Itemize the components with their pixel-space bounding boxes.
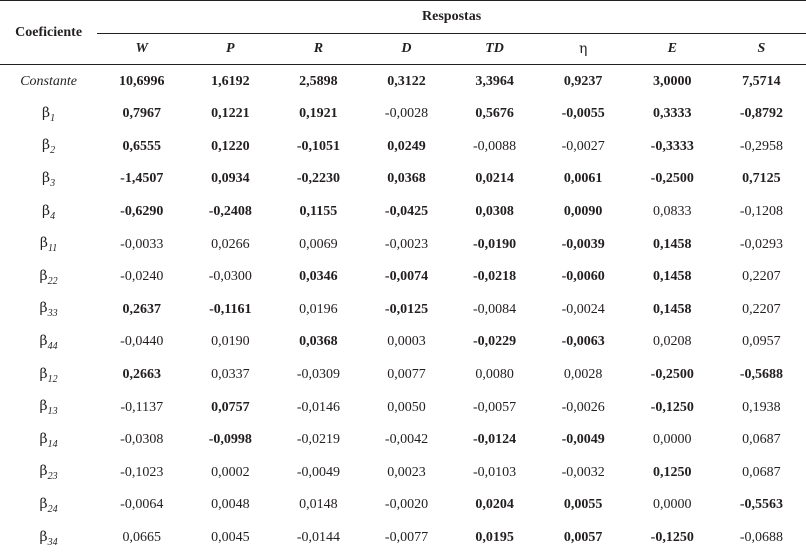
table-cell: -0,8792 [717, 98, 806, 131]
column-header-d: D [362, 34, 450, 65]
table-cell: -0,0088 [451, 131, 539, 164]
table-cell: 3,3964 [451, 65, 539, 99]
table-cell: -0,0425 [362, 196, 450, 229]
table-cell: 0,1220 [186, 131, 274, 164]
table-cell: 0,1921 [274, 98, 362, 131]
coefficient-label [0, 522, 97, 554]
beta-symbol: β [40, 463, 48, 479]
table-cell: -0,0309 [274, 359, 362, 392]
coefficient-label [0, 359, 97, 392]
table-cell: 0,0055 [539, 489, 628, 522]
column-header-s: S [717, 34, 806, 65]
coefficient-label [0, 424, 97, 457]
table-cell: -0,0077 [362, 522, 450, 554]
table-cell: -0,1250 [628, 522, 717, 554]
coefficient-subscript: 13 [48, 406, 58, 417]
table-cell: 0,1938 [717, 391, 806, 424]
table-cell: -0,0240 [97, 261, 186, 294]
beta-symbol: β [42, 203, 50, 219]
table-cell: 0,1250 [628, 457, 717, 490]
table-cell: -0,0998 [186, 424, 274, 457]
coefficient-subscript: 33 [48, 308, 58, 319]
table-row [0, 228, 806, 261]
table-cell: -0,0084 [451, 294, 539, 327]
coefficient-subscript: 14 [48, 439, 58, 450]
table-cell: -0,0146 [274, 391, 362, 424]
table-cell: -0,0300 [186, 261, 274, 294]
table-cell: 0,3333 [628, 98, 717, 131]
table-cell: -0,1051 [274, 131, 362, 164]
beta-symbol: β [40, 235, 48, 251]
table-cell: -0,0055 [539, 98, 628, 131]
table-cell: 0,0077 [362, 359, 450, 392]
table-cell: -0,0103 [451, 457, 539, 490]
table-cell: 0,0048 [186, 489, 274, 522]
table-cell: 0,1458 [628, 294, 717, 327]
table-cell: 0,6555 [97, 131, 186, 164]
table-cell: 0,0196 [274, 294, 362, 327]
coefficient-label [0, 294, 97, 327]
coefficient-subscript: 24 [48, 504, 58, 515]
table-cell: -0,5563 [717, 489, 806, 522]
table-cell: -1,4507 [97, 163, 186, 196]
table-cell: -0,2230 [274, 163, 362, 196]
table-cell: 10,6996 [97, 65, 186, 99]
table-cell: 0,9237 [539, 65, 628, 99]
table-row [0, 391, 806, 424]
coefficient-label [0, 98, 97, 131]
table-cell: 0,0000 [628, 489, 717, 522]
table-cell: 0,2207 [717, 294, 806, 327]
table-cell: 0,2637 [97, 294, 186, 327]
table-cell: -0,1250 [628, 391, 717, 424]
table-cell: -0,0024 [539, 294, 628, 327]
table-cell: -0,1137 [97, 391, 186, 424]
table-cell: 3,0000 [628, 65, 717, 99]
table-row [0, 489, 806, 522]
column-header-td: TD [451, 34, 539, 65]
table-cell: 0,0195 [451, 522, 539, 554]
table-row [0, 261, 806, 294]
table-cell: -0,0057 [451, 391, 539, 424]
table-cell: 0,0204 [451, 489, 539, 522]
table-cell: -0,0074 [362, 261, 450, 294]
table-cell: 0,0337 [186, 359, 274, 392]
coefficient-label [0, 391, 97, 424]
table-cell: 0,5676 [451, 98, 539, 131]
table-row [0, 98, 806, 131]
table-cell: -0,0033 [97, 228, 186, 261]
beta-symbol: β [40, 300, 48, 316]
table-cell: 0,0050 [362, 391, 450, 424]
table-cell: -0,0125 [362, 294, 450, 327]
beta-symbol: β [40, 268, 48, 284]
coefficient-label [0, 326, 97, 359]
table-cell: 0,0687 [717, 424, 806, 457]
coefficient-subscript: 2 [50, 145, 55, 156]
table-cell: -0,0027 [539, 131, 628, 164]
table-cell: -0,2500 [628, 163, 717, 196]
coefficient-subscript: 4 [50, 211, 55, 222]
column-header-e: E [628, 34, 717, 65]
table-cell: 0,0346 [274, 261, 362, 294]
table-cell: 0,1458 [628, 261, 717, 294]
table-cell: -0,1208 [717, 196, 806, 229]
table-cell: 0,0368 [362, 163, 450, 196]
table-cell: -0,2408 [186, 196, 274, 229]
table-cell: -0,0190 [451, 228, 539, 261]
table-cell: 0,1221 [186, 98, 274, 131]
table-cell: 0,0190 [186, 326, 274, 359]
table-cell: -0,0032 [539, 457, 628, 490]
beta-symbol: β [42, 137, 50, 153]
coefficient-subscript: 3 [50, 178, 55, 189]
column-header-p: P [186, 34, 274, 65]
table-row [0, 457, 806, 490]
table-cell: 0,0934 [186, 163, 274, 196]
table-cell: -0,0039 [539, 228, 628, 261]
table-cell: -0,5688 [717, 359, 806, 392]
table-cell: 0,2207 [717, 261, 806, 294]
table-cell: -0,0064 [97, 489, 186, 522]
table-cell: 0,0957 [717, 326, 806, 359]
table-cell: 0,0003 [362, 326, 450, 359]
coefficient-subscript: 12 [48, 374, 58, 385]
table-cell: 2,5898 [274, 65, 362, 99]
table-cell: -0,0219 [274, 424, 362, 457]
table-cell: -0,6290 [97, 196, 186, 229]
coefficient-subscript: 11 [48, 243, 57, 254]
table-cell: -0,0293 [717, 228, 806, 261]
coefficient-subscript: 34 [48, 537, 58, 548]
coefficient-label [0, 163, 97, 196]
table-cell: -0,0144 [274, 522, 362, 554]
beta-symbol: β [40, 366, 48, 382]
table-cell: -0,0042 [362, 424, 450, 457]
table-row [0, 163, 806, 196]
table-cell: 0,0368 [274, 326, 362, 359]
table-cell: 7,5714 [717, 65, 806, 99]
table-cell: 0,0002 [186, 457, 274, 490]
table-cell: 0,1458 [628, 228, 717, 261]
table-cell: -0,0049 [274, 457, 362, 490]
table-cell: 0,2663 [97, 359, 186, 392]
table-cell: 0,0069 [274, 228, 362, 261]
table-cell: 0,3122 [362, 65, 450, 99]
table-cell: 0,0061 [539, 163, 628, 196]
table-cell: 0,1155 [274, 196, 362, 229]
beta-symbol: β [40, 431, 48, 447]
column-header-eta: η [539, 34, 628, 65]
beta-symbol: β [40, 333, 48, 349]
table-cell: 0,0090 [539, 196, 628, 229]
table-cell: 0,0000 [628, 424, 717, 457]
column-header-r: R [274, 34, 362, 65]
table-cell: 0,0757 [186, 391, 274, 424]
table-cell: -0,0028 [362, 98, 450, 131]
table-cell: 0,0208 [628, 326, 717, 359]
table-cell: -0,3333 [628, 131, 717, 164]
beta-symbol: β [40, 529, 48, 545]
coefficient-label [0, 261, 97, 294]
table-row [0, 522, 806, 554]
table-cell: 0,0308 [451, 196, 539, 229]
coefficient-label [0, 131, 97, 164]
table-cell: -0,0020 [362, 489, 450, 522]
table-cell: 0,0045 [186, 522, 274, 554]
table-cell: 0,0028 [539, 359, 628, 392]
table-cell: 0,7125 [717, 163, 806, 196]
table-cell: 0,0687 [717, 457, 806, 490]
beta-symbol: β [42, 105, 50, 121]
table-cell: 0,0023 [362, 457, 450, 490]
coefficient-column-header: Coeficiente [0, 1, 97, 65]
table-cell: -0,0218 [451, 261, 539, 294]
table-cell: -0,0688 [717, 522, 806, 554]
table-cell: 0,0148 [274, 489, 362, 522]
table-cell: -0,0124 [451, 424, 539, 457]
table-cell: -0,0049 [539, 424, 628, 457]
table-cell: 0,0249 [362, 131, 450, 164]
table-cell: 1,6192 [186, 65, 274, 99]
table-row [0, 294, 806, 327]
responses-group-header: Respostas [97, 1, 806, 34]
table-row [0, 131, 806, 164]
table-cell: -0,0023 [362, 228, 450, 261]
table-body [0, 65, 806, 554]
table-row [0, 196, 806, 229]
table-cell: 0,0665 [97, 522, 186, 554]
coefficient-subscript: 1 [50, 113, 55, 124]
coefficient-subscript: 23 [48, 471, 58, 482]
table-cell: -0,2500 [628, 359, 717, 392]
table-cell: 0,0266 [186, 228, 274, 261]
table-cell: -0,0060 [539, 261, 628, 294]
table-cell: 0,0833 [628, 196, 717, 229]
coefficient-label [0, 228, 97, 261]
table-cell: -0,0063 [539, 326, 628, 359]
coefficient-label [0, 457, 97, 490]
beta-symbol: β [40, 398, 48, 414]
table-cell: 0,0080 [451, 359, 539, 392]
table-cell: -0,0026 [539, 391, 628, 424]
table-cell: -0,2958 [717, 131, 806, 164]
table-cell: -0,1023 [97, 457, 186, 490]
table-cell: 0,0057 [539, 522, 628, 554]
coefficient-label: Constante [0, 65, 97, 99]
table-row [0, 359, 806, 392]
coefficient-subscript: 44 [48, 341, 58, 352]
beta-symbol: β [40, 496, 48, 512]
coefficient-label [0, 489, 97, 522]
table-cell: -0,0440 [97, 326, 186, 359]
table-cell: -0,0308 [97, 424, 186, 457]
table-cell: -0,0229 [451, 326, 539, 359]
column-header-w: W [97, 34, 186, 65]
table-row [0, 424, 806, 457]
table-cell: 0,7967 [97, 98, 186, 131]
table-row [0, 65, 806, 99]
table-row [0, 326, 806, 359]
coefficient-label [0, 196, 97, 229]
coefficient-subscript: 22 [48, 276, 58, 287]
table-cell: -0,1161 [186, 294, 274, 327]
table-cell: 0,0214 [451, 163, 539, 196]
beta-symbol: β [42, 170, 50, 186]
